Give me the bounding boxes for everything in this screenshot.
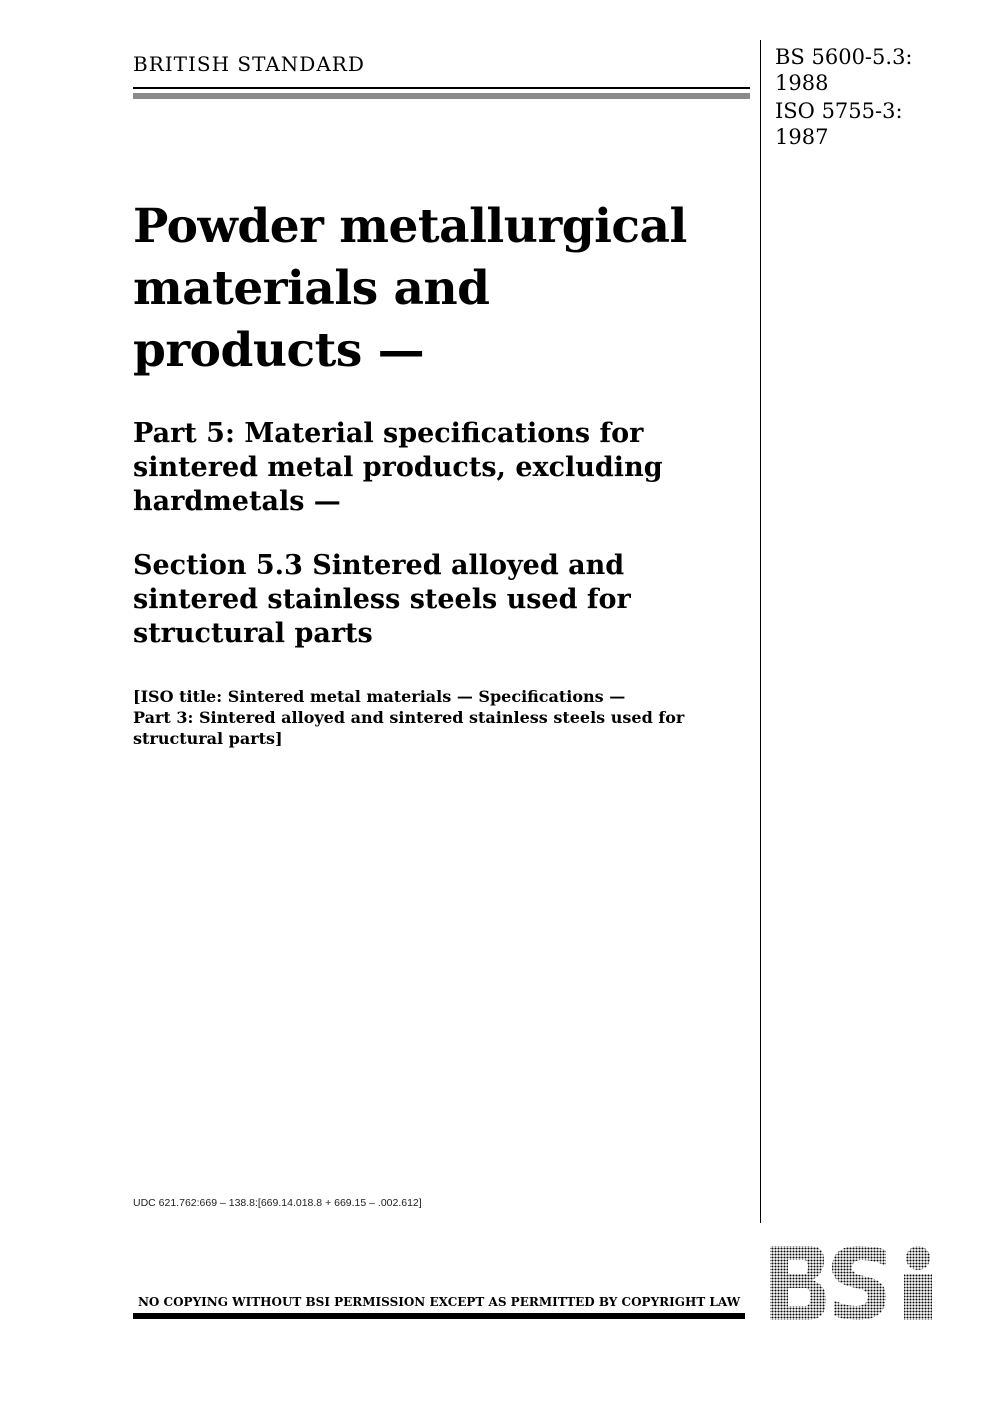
iso-title-line-2: Part 3: Sintered alloyed and sintered stainless steels used for: [133, 708, 685, 727]
part-line-1: Part 5: Material specifications for: [133, 418, 644, 449]
section-heading: [133, 549, 743, 651]
header-rule-thin: [133, 87, 750, 89]
document-title: [133, 196, 743, 382]
part-line-3: hardmetals —: [133, 486, 341, 517]
bsi-logo: [768, 1244, 944, 1322]
header-rule-thick: [133, 93, 750, 99]
bs-number-year: 1988: [775, 71, 829, 95]
section-line-3: structural parts: [133, 618, 373, 649]
copyright-notice: NO COPYING WITHOUT BSI PERMISSION EXCEPT AS PERMITTED BY COPYRIGHT LAW: [137, 1295, 741, 1309]
title-line-2: materials and: [133, 261, 490, 316]
title-line-3: products —: [133, 323, 425, 378]
part-line-2: sintered metal products, excluding: [133, 452, 663, 483]
title-line-1: Powder metallurgical: [133, 199, 687, 254]
section-line-2: sintered stainless steels used for: [133, 584, 631, 615]
udc-classification: UDC 621.762:669 – 138.8:[669.14.018.8 + 669.15 – .002.612]: [133, 1197, 422, 1209]
iso-number-code: ISO 5755-3:: [775, 99, 903, 123]
part-heading: [133, 417, 743, 519]
document-series-label: BRITISH STANDARD: [133, 52, 365, 76]
bs-number: [775, 44, 913, 96]
iso-title: [133, 686, 743, 749]
bs-number-code: BS 5600-5.3:: [775, 45, 913, 69]
section-line-1: Section 5.3 Sintered alloyed and: [133, 550, 625, 581]
iso-number: [775, 98, 913, 150]
iso-title-line-1: [ISO title: Sintered metal materials — Specifications —: [133, 687, 626, 706]
iso-title-line-3: structural parts]: [133, 729, 283, 748]
vertical-divider: [760, 40, 761, 1223]
iso-number-year: 1987: [775, 125, 829, 149]
footer-rule: [133, 1313, 745, 1319]
standard-numbers: [775, 44, 913, 152]
